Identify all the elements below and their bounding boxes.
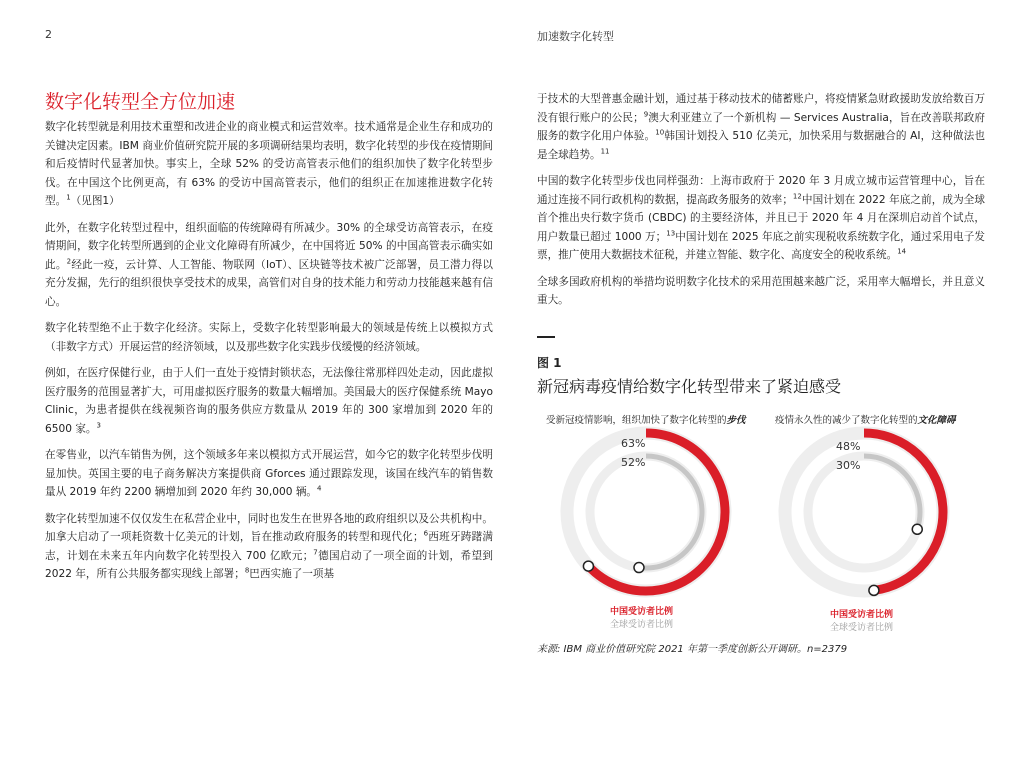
paragraph-9: 全球多国政府机构的举措均说明数字化技术的采用范围越来越广泛，采用率大幅增长，并且意义重大。 bbox=[537, 275, 985, 306]
donut-1-endpoint-china bbox=[583, 561, 593, 571]
left-column bbox=[45, 90, 493, 592]
donut-2-endpoint-china bbox=[869, 585, 879, 595]
paragraph-6: 数字化转型加速不仅仅发生在私营企业中，同时也发生在世界各地的政府组织以及公共机构中。加拿大启动了一项耗资数十亿美元的计划，旨在推动政府服务的转型和现代化；$^6$西班牙踌躇满志，计划在未来五年内向数字化转型投入 700 亿欧元；$^7$德国启动了一项全面的计划，希望到 2022 年，所有公共服务都实现线上部署；$^8$巴西实施了一项基 bbox=[45, 512, 494, 580]
donut-2-legend-china: 中国受访者比例 bbox=[830, 610, 894, 620]
page-number: 2 bbox=[45, 28, 52, 41]
paragraph-5: 在零售业，以汽车销售为例，这个领域多年来以模拟方式开展运营，如今它的数字化转型步伐明显加快。英国主要的电子商务解决方案提供商 Gforces 通过跟踪发现，该国在线汽车的销售数量从 2019 年约 2200 辆增加到 2020 年约 30,000 辆。$^4$ bbox=[45, 449, 493, 498]
paragraph-3: 数字化转型绝不止于数字化经济。实际上，受数字化转型影响最大的领域是传统上以模拟方式（非数字方式）开展运营的经济领域，以及那些数字化实践步伐缓慢的经济领域。 bbox=[45, 322, 493, 353]
section-title: 数字化转型全方位加速 bbox=[45, 91, 236, 113]
donut-1-caption: 受新冠疫情影响，组织加快了数字化转型的步伐 bbox=[546, 415, 746, 426]
figure-label: 图 1 bbox=[537, 356, 562, 370]
paragraph-1: 数字化转型就是利用技术重塑和改进企业的商业模式和运营效率。技术通常是企业生存和成功的关键决定因素。IBM 商业价值研究院开展的多项调研结果均表明，数字化转型的步伐在疫情期间和后疫情时代显著加快。事实上，全球 52% 的受访高管表示他们的组织加快了数字化转型步伐。在中国这个比例更高，有 63% 的受访中国高管表示，他们的组织正在加速推进数字化转型。$^1$（见图1） bbox=[45, 121, 493, 207]
paragraph-2: 此外，在数字化转型过程中，组织面临的传统障碍有所减少。30% 的全球受访高管表示，在疫情期间，数字化转型所遇到的企业文化障碍有所减少，在中国将近 50% 的中国高管表示确实如此。$^2$经此一疫，云计算、人工智能、物联网（IoT）、区块链等技术被广泛部署，员工潜力得以充分发掘，先行的组织很快享受技术的成果，高管们对自身的技术能力和劳动力技能越来越有信心。 bbox=[45, 221, 494, 308]
donut-chart-2 bbox=[776, 424, 952, 600]
figure-rule bbox=[537, 336, 555, 338]
donut-1-global-value: 52% bbox=[621, 456, 646, 469]
donut-2-endpoint-global bbox=[912, 524, 922, 534]
donut-2-china-value: 48% bbox=[836, 440, 861, 453]
donut-2-legend-global: 全球受访者比例 bbox=[830, 623, 894, 633]
donut-2-caption: 疫情永久性的减少了数字化转型的文化障碍 bbox=[775, 415, 956, 426]
donut-1-legend-global: 全球受访者比例 bbox=[610, 620, 674, 630]
donut-1-legend-china: 中国受访者比例 bbox=[610, 607, 674, 617]
figure-title: 新冠病毒疫情给数字化转型带来了紧迫感受 bbox=[537, 377, 842, 396]
paragraph-7: 于技术的大型普惠金融计划，通过基于移动技术的储蓄账户，将疫情紧急财政援助发放给数百万没有银行账户的公民；$^9$澳大利亚建立了一个新机构 — Services Australia，旨在改善联邦政府服务的数字化用户体验。$^{10}$韩国计划投入 510 亿美元，加快采用与数据融合的 AI，这种做法也是全球趋势。$^{11}$ bbox=[537, 93, 985, 161]
running-title: 加速数字化转型 bbox=[537, 30, 614, 43]
donut-1-china-value: 63% bbox=[621, 437, 646, 450]
donut-2-global-value: 30% bbox=[836, 459, 861, 472]
donut-1-endpoint-global bbox=[634, 563, 644, 573]
right-column bbox=[537, 90, 985, 318]
paragraph-8: 中国的数字化转型步伐也同样强劲：上海市政府于 2020 年 3 月成立城市运营管理中心，旨在通过连接不同行政机构的数据，提高政务服务的效率；$^{12}$中国计划在 2022 年底之前，成为全球首个推出央行数字货币 (CBDC) 的主要经济体，并且已于 2020 年 4 月在深圳启动首个试点，用户数量已超过 1000 万；$^{13}$中国计划在 2025 年底之前实现税收系统数字化，通过采用电子发票，推广使用大数据技术征税，并建立智能、数字化、高度安全的税收系统。$^{14}$ bbox=[537, 175, 986, 261]
donut-chart-1 bbox=[558, 424, 734, 600]
paragraph-4: 例如，在医疗保健行业，由于人们一直处于疫情封锁状态，无法像往常那样四处走动，因此虚拟医疗服务的范围显著扩大，可用虚拟医疗服务的数量大幅增加。美国最大的医疗保健系统 Mayo Clinic，为患者提供在线视频咨询的服务供应方数量从 2019 年的 300 家增加到 2020 年的 6500 家。$^3$ bbox=[45, 367, 493, 435]
donut-1-arc-global bbox=[639, 456, 702, 568]
figure-source: 来源: IBM 商业价值研究院 2021 年第一季度创新公开调研。n=2379 bbox=[537, 644, 848, 655]
